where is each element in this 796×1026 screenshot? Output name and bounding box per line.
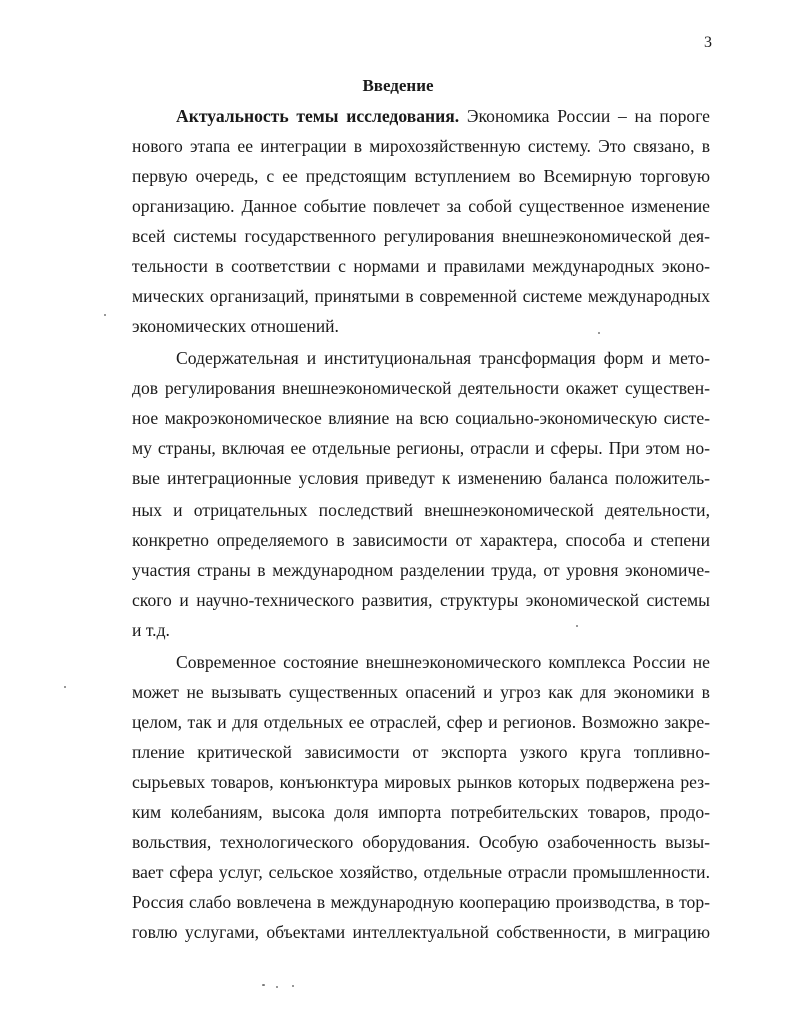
paragraph-3-line: вольствия, технологического оборудования. Особую озабоченность вызы-	[132, 832, 710, 852]
paragraph-2-line: вые интеграционные условия приведут к изменению баланса положитель-	[132, 468, 710, 488]
paragraph-3-line: целом, так и для отдельных ее отраслей, сфер и регионов. Возможно закре-	[132, 712, 710, 732]
paragraph-1-line: всей системы государственного регулирования внешнеэкономической дея-	[132, 226, 710, 246]
paragraph-1-line: мических организаций, принятыми в современной системе международных	[132, 286, 710, 306]
paragraph-2-line: Содержательная и институциональная трансформация форм и мето-	[176, 348, 710, 368]
scan-speck	[598, 332, 600, 334]
paragraph-1-line: первую очередь, с ее предстоящим вступлением во Всемирную торговую	[132, 166, 710, 186]
lead-heading: Актуальность темы исследования.	[176, 106, 460, 126]
paragraph-2-line: конкретно определяемого в зависимости от характера, способа и степени	[132, 530, 710, 550]
paragraph-2-line: дов регулирования внешнеэкономической деятельности окажет существен-	[132, 378, 710, 398]
paragraph-2-line: и т.д.	[132, 620, 170, 640]
scan-speck	[576, 625, 578, 627]
scan-speck	[276, 986, 278, 988]
scan-speck	[262, 984, 265, 986]
scan-speck	[292, 985, 294, 987]
paragraph-2-line: ное макроэкономическое влияние на всю социально-экономическую систе-	[132, 408, 710, 428]
paragraph-1-line	[176, 106, 710, 126]
page-number: 3	[704, 34, 712, 51]
scan-speck	[104, 314, 106, 316]
page-title: Введение	[362, 76, 434, 95]
paragraph-3-line: сырьевых товаров, конъюнктура мировых рынков которых подвержена рез-	[132, 772, 710, 792]
paragraph-2-line: участия страны в международном разделении труда, от уровня экономиче-	[132, 560, 710, 580]
paragraph-2-line: му страны, включая ее отдельные регионы, отрасли и сферы. При этом но-	[132, 438, 710, 458]
paragraph-3-line: ким колебаниям, высока доля импорта потребительских товаров, продо-	[132, 802, 710, 822]
paragraph-3-line: вает сфера услуг, сельское хозяйство, отдельные отрасли промышленности.	[132, 862, 710, 882]
paragraph-2-line: ского и научно-технического развития, структуры экономической системы	[132, 590, 710, 610]
paragraph-2-line: ных и отрицательных последствий внешнеэкономической деятельности,	[132, 500, 710, 520]
paragraph-1-line: организацию. Данное событие повлечет за собой существенное изменение	[132, 196, 710, 216]
paragraph-1-line: экономических отношений.	[132, 316, 339, 336]
paragraph-1-line: нового этапа ее интеграции в мирохозяйственную систему. Это связано, в	[132, 136, 710, 156]
line-text: Экономика России – на пороге	[466, 106, 710, 126]
paragraph-3-line: Россия слабо вовлечена в международную кооперацию производства, в тор-	[132, 892, 710, 912]
paragraph-3-line: говлю услугами, объектами интеллектуальной собственности, в миграцию	[132, 922, 710, 942]
paragraph-3-line: пление критической зависимости от экспорта узкого круга топливно-	[132, 742, 710, 762]
scan-speck	[64, 686, 66, 688]
paragraph-1-line: тельности в соответствии с нормами и правилами международных эконо-	[132, 256, 710, 276]
paragraph-3-line: может не вызывать существенных опасений и угроз как для экономики в	[132, 682, 710, 702]
paragraph-3-line: Современное состояние внешнеэкономического комплекса России не	[176, 652, 710, 672]
